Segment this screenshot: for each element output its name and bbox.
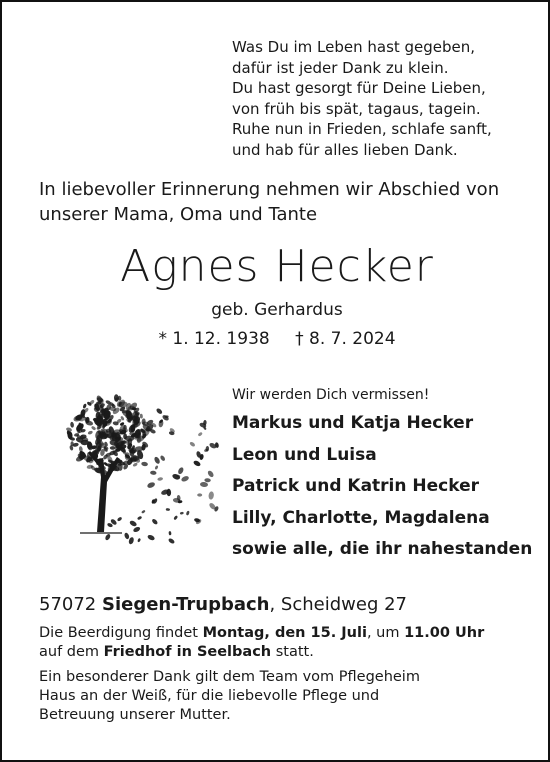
mourners-list bbox=[232, 385, 542, 566]
mourner-name: Markus und Katja Hecker bbox=[232, 413, 474, 433]
poem-line: von früh bis spät, tagaus, tagein. bbox=[232, 99, 481, 118]
mourner-name: sowie alle, die ihr nahestanden bbox=[232, 539, 533, 559]
funeral-details bbox=[39, 624, 529, 662]
family-names bbox=[232, 408, 542, 566]
funeral-line bbox=[39, 624, 529, 643]
thanks-line: Haus an der Weiß, für die liebevolle Pflege und bbox=[39, 688, 380, 704]
funeral-text: auf dem bbox=[39, 644, 104, 660]
farewell-intro bbox=[39, 177, 529, 227]
funeral-date: Montag, den 15. Juli bbox=[202, 625, 367, 641]
mourners-intro: Wir werden Dich vermissen! bbox=[232, 387, 430, 403]
funeral-time: 11.00 Uhr bbox=[404, 625, 485, 641]
funeral-line bbox=[39, 643, 529, 662]
poem-line: dafür ist jeder Dank zu klein. bbox=[232, 58, 449, 77]
life-dates bbox=[2, 328, 550, 350]
poem-line: und hab für alles lieben Dank. bbox=[232, 140, 458, 159]
funeral-text: Die Beerdigung findet bbox=[39, 625, 203, 641]
mourner-name: Lilly, Charlotte, Magdalena bbox=[232, 507, 490, 528]
intro-line: unserer Mama, Oma und Tante bbox=[39, 204, 318, 225]
mourning-address bbox=[39, 593, 529, 617]
thanks-note bbox=[39, 668, 529, 725]
funeral-location: Friedhof in Seelbach bbox=[103, 644, 272, 660]
address-city: Siegen-Trupbach bbox=[102, 594, 270, 615]
address-postcode: 57072 bbox=[39, 594, 97, 615]
funeral-text: , um bbox=[366, 625, 405, 641]
intro-line: In liebevoller Erinnerung nehmen wir Abschied von bbox=[39, 179, 500, 200]
address-street: , Scheidweg 27 bbox=[269, 594, 407, 615]
birth-date: * 1. 12. 1938 bbox=[158, 329, 270, 349]
memorial-poem bbox=[232, 37, 532, 160]
mourner-name: Patrick und Katrin Hecker bbox=[232, 476, 480, 496]
thanks-line: Ein besonderer Dank gilt dem Team vom Pflegeheim bbox=[39, 669, 420, 685]
thanks-line: Betreuung unserer Mutter. bbox=[39, 707, 231, 723]
maiden-name: geb. Gerhardus bbox=[211, 300, 343, 320]
funeral-text: statt. bbox=[271, 644, 314, 660]
tree-with-falling-leaves-icon bbox=[62, 387, 222, 557]
poem-line: Ruhe nun in Frieden, schlafe sanft, bbox=[232, 120, 492, 138]
deceased-name: Agnes Hecker bbox=[120, 241, 434, 292]
poem-line: Was Du im Leben hast gegeben, bbox=[232, 38, 476, 56]
death-date: † 8. 7. 2024 bbox=[295, 329, 396, 349]
mourner-name: Leon und Luisa bbox=[232, 444, 377, 465]
poem-line: Du hast gesorgt für Deine Lieben, bbox=[232, 79, 486, 97]
